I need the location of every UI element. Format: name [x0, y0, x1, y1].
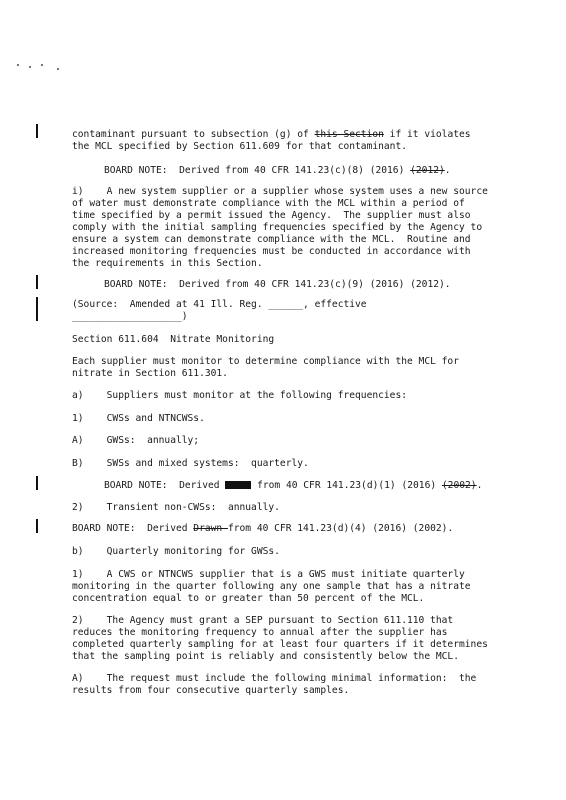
board-note: BOARD NOTE: Derived from 40 CFR 141.23(c)(9) (2016) (2012). — [104, 279, 451, 290]
item-B: B) SWSs and mixed systems: quarterly. — [72, 458, 309, 469]
item-a: a) Suppliers must monitor at the following frequencies: — [72, 390, 408, 401]
item-b1-line: concentration equal to or greater than 50 percent of the MCL. — [72, 593, 425, 604]
source-note: ___________________) — [72, 311, 188, 322]
revision-bar — [36, 297, 38, 321]
paragraph-i-line: i) A new system supplier or a supplier whose system uses a new source — [72, 186, 488, 197]
board-note: BOARD NOTE: Derived from 40 CFR 141.23(c)(8) (2016) (2012). — [104, 165, 451, 176]
scan-speck — [57, 68, 59, 70]
item-b2-line: reduces the monitoring frequency to annual after the supplier has — [72, 627, 448, 638]
revision-bar — [36, 476, 38, 490]
intro-line: nitrate in Section 611.301. — [72, 368, 228, 379]
revision-bar — [36, 124, 38, 138]
item-2: 2) Transient non-CWSs: annually. — [72, 502, 280, 513]
paragraph-i-line: the requirements in this Section. — [72, 258, 263, 269]
paragraph-line: the MCL specified by Section 611.609 for that contaminant. — [72, 141, 408, 152]
intro-line: Each supplier must monitor to determine compliance with the MCL for — [72, 356, 459, 367]
revision-bar — [36, 519, 38, 533]
item-b2-line: completed quarterly sampling for at least four quarters if it determines — [72, 639, 488, 650]
board-note: BOARD NOTE: Derived Drawn from 40 CFR 141.23(d)(4) (2016) (2002). — [72, 523, 454, 534]
item-b1-line: 1) A CWS or NTNCWS supplier that is a GWS must initiate quarterly — [72, 569, 465, 580]
item-b1-line: monitoring in the quarter following any one sample that has a nitrate — [72, 581, 471, 592]
item-bA-line: results from four consecutive quarterly samples. — [72, 685, 350, 696]
paragraph-line: contaminant pursuant to subsection (g) of this Section if it violates — [72, 129, 471, 140]
paragraph-i-line: of water must demonstrate compliance with the MCL within a period of — [72, 198, 465, 209]
paragraph-i-line: comply with the initial sampling frequencies specified by the Agency to — [72, 222, 483, 233]
revision-bar — [36, 275, 38, 289]
redaction-mark — [225, 481, 251, 489]
scan-speck — [17, 64, 19, 66]
item-1: 1) CWSs and NTNCWSs. — [72, 413, 205, 424]
scan-speck — [41, 64, 43, 66]
paragraph-i-line: increased monitoring frequencies must be conducted in accordance with — [72, 246, 471, 257]
item-A: A) GWSs: annually; — [72, 435, 200, 446]
item-b: b) Quarterly monitoring for GWSs. — [72, 546, 280, 557]
paragraph-i-line: ensure a system can demonstrate compliance with the MCL. Routine and — [72, 234, 471, 245]
item-b2-line: that the sampling point is reliably and consistently below the MCL. — [72, 651, 459, 662]
paragraph-i-line: time specified by a permit issued the Agency. The supplier must also — [72, 210, 471, 221]
scan-speck — [29, 66, 31, 68]
board-note: BOARD NOTE: Derived from 40 CFR 141.23(d)(1) (2016) (2002). — [104, 480, 483, 491]
item-b2-line: 2) The Agency must grant a SEP pursuant to Section 611.110 that — [72, 615, 454, 626]
section-heading: Section 611.604 Nitrate Monitoring — [72, 334, 275, 345]
source-note: (Source: Amended at 41 Ill. Reg. ______, effective — [72, 299, 367, 310]
item-bA-line: A) The request must include the following minimal information: the — [72, 673, 477, 684]
